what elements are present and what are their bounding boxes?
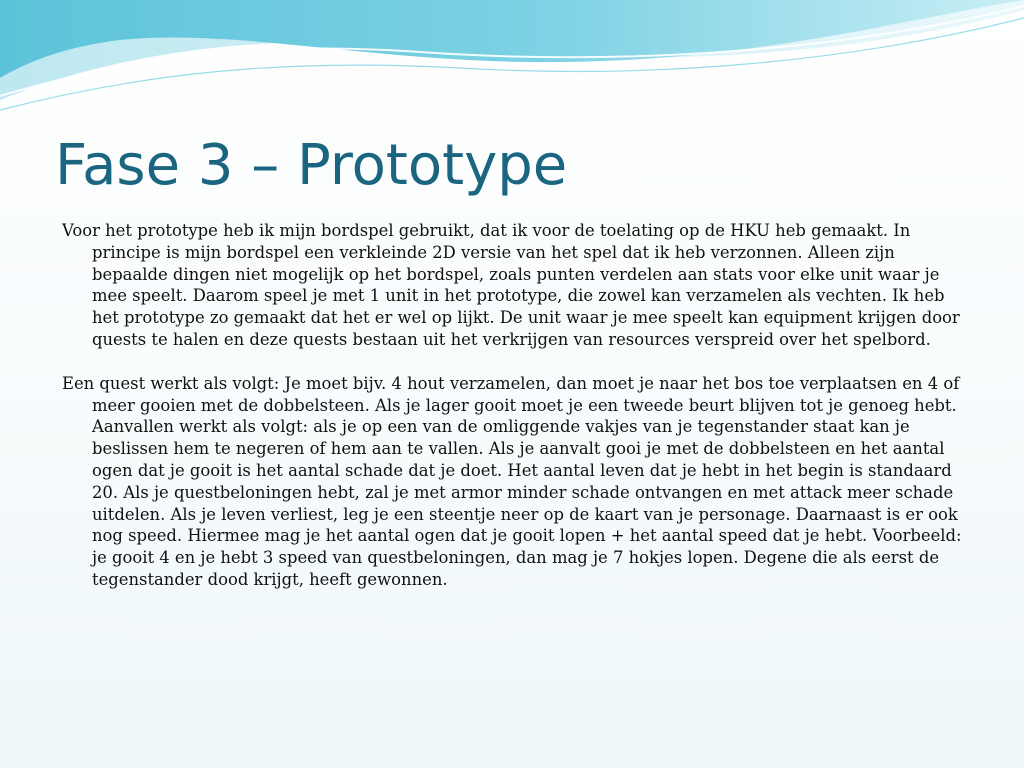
body-paragraph-2: Een quest werkt als volgt: Je moet bijv. 4 hout verzamelen, dan moet je naar het bos toe verplaatsen en 4 of meer gooien met de dobbelsteen. Als je lager gooit moet je een tweede beurt blijven tot je genoeg hebt. Aanvallen werkt als volgt: als je op een van de omliggende vakjes van je tegenstander staat kan je beslissen hem te negeren of hem aan te vallen. Als je aanvalt gooi je met de dobbelsteen en het aantal ogen dat je gooit is het aantal schade dat je doet. Het aantal leven dat je hebt in het begin is standaard 20. Als je questbeloningen hebt, zal je met armor minder schade ontvangen en met attack meer schade uitdelen. Als je leven verliest, leg je een steentje neer op de kaart van je personage. Daarnaast is er ook nog speed. Hiermee mag je het aantal ogen dat je gooit lopen + het aantal speed dat je hebt. Voorbeeld: je gooit 4 en je hebt 3 speed van questbeloningen, dan mag je 7 hokjes lopen. Degene die als eerst de tegenstander dood krijgt, heeft gewonnen. — [62, 373, 962, 589]
decorative-wave-header — [0, 0, 1024, 120]
body-paragraph-1: Voor het prototype heb ik mijn bordspel gebruikt, dat ik voor de toelating op de HKU heb gemaakt. In principe is mijn bordspel een verkleinde 2D versie van het spel dat ik heb verzonnen. Alleen zijn bepaalde dingen niet mogelijk op het bordspel, zoals punten verdelen aan stats voor elke unit waar je mee speelt. Daarom speel je met 1 unit in het prototype, die zowel kan verzamelen als vechten. Ik heb het prototype zo gemaakt dat het er wel op lijkt. De unit waar je mee speelt kan equipment krijgen door quests te halen en deze quests bestaan uit het verkrijgen van resources verspreid over het spelbord. — [62, 221, 960, 349]
slide-title: Fase 3 – Prototype — [55, 133, 568, 198]
slide-body — [62, 220, 974, 613]
